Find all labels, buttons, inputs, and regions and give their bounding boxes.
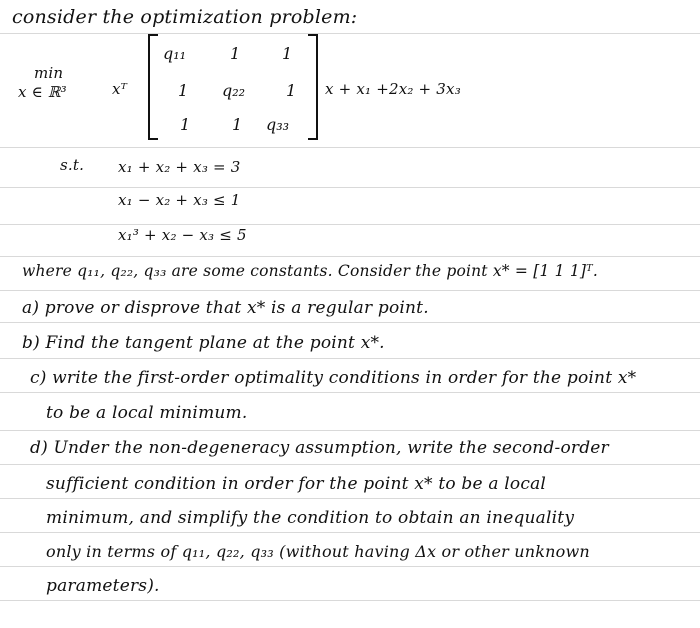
page-title: consider the optimization problem: (12, 6, 358, 28)
ruled-line (0, 33, 700, 34)
ruled-line (0, 392, 700, 393)
ruled-line (0, 532, 700, 533)
matrix-cell: 1 (178, 81, 189, 100)
matrix-cell: 1 (230, 44, 241, 63)
matrix-cell: q₃₃ (266, 115, 290, 134)
question-b: b) Find the tangent plane at the point x*. (22, 333, 385, 353)
question-d-line-2: sufficient condition in order for the point x* to be a local (46, 474, 547, 494)
matrix-left-bracket (148, 34, 158, 140)
ruled-line (0, 600, 700, 601)
domain-label: x ∈ ℝ³ (18, 83, 67, 101)
matrix-cell: q₂₂ (222, 81, 246, 100)
question-c: c) write the first-order optimality conditions in order for the point x* (30, 368, 637, 388)
ruled-line (0, 224, 700, 225)
ruled-line (0, 498, 700, 499)
question-a: a) prove or disprove that x* is a regular point. (22, 298, 429, 318)
matrix-cell: 1 (180, 115, 191, 134)
ruled-line (0, 430, 700, 431)
objective-linear-terms: x + x₁ +2x₂ + 3x₃ (325, 80, 461, 98)
question-d: d) Under the non-degeneracy assumption, write the second-order (30, 438, 609, 458)
ruled-line (0, 290, 700, 291)
question-c-continued: to be a local minimum. (46, 403, 248, 423)
question-d-line-5: parameters). (46, 576, 160, 596)
ruled-line (0, 358, 700, 359)
matrix-cell: q₁₁ (163, 44, 187, 63)
ruled-line (0, 322, 700, 323)
question-d-line-4: only in terms of q₁₁, q₂₂, q₃₃ (without having Δx or other unknown (46, 542, 590, 561)
matrix-cell: 1 (232, 115, 243, 134)
constraint-inequality-1: x₁ − x₂ + x₃ ≤ 1 (118, 191, 241, 209)
problem-statement: where q₁₁, q₂₂, q₃₃ are some constants. Consider the point x* = [1 1 1]ᵀ. (22, 262, 598, 280)
ruled-line (0, 187, 700, 188)
constraint-equality: x₁ + x₂ + x₃ = 3 (118, 158, 241, 176)
question-d-line-3: minimum, and simplify the condition to obtain an inequality (46, 508, 575, 528)
ruled-line (0, 566, 700, 567)
constraint-inequality-2: x₁³ + x₂ − x₃ ≤ 5 (118, 226, 247, 244)
matrix-cell: 1 (286, 81, 297, 100)
matrix-right-bracket (308, 34, 318, 140)
ruled-line (0, 256, 700, 257)
ruled-line (0, 464, 700, 465)
transpose-label: xᵀ (112, 80, 128, 98)
matrix-cell: 1 (282, 44, 293, 63)
min-label: min (34, 64, 64, 82)
subject-to-label: s.t. (60, 156, 85, 174)
ruled-line (0, 147, 700, 148)
